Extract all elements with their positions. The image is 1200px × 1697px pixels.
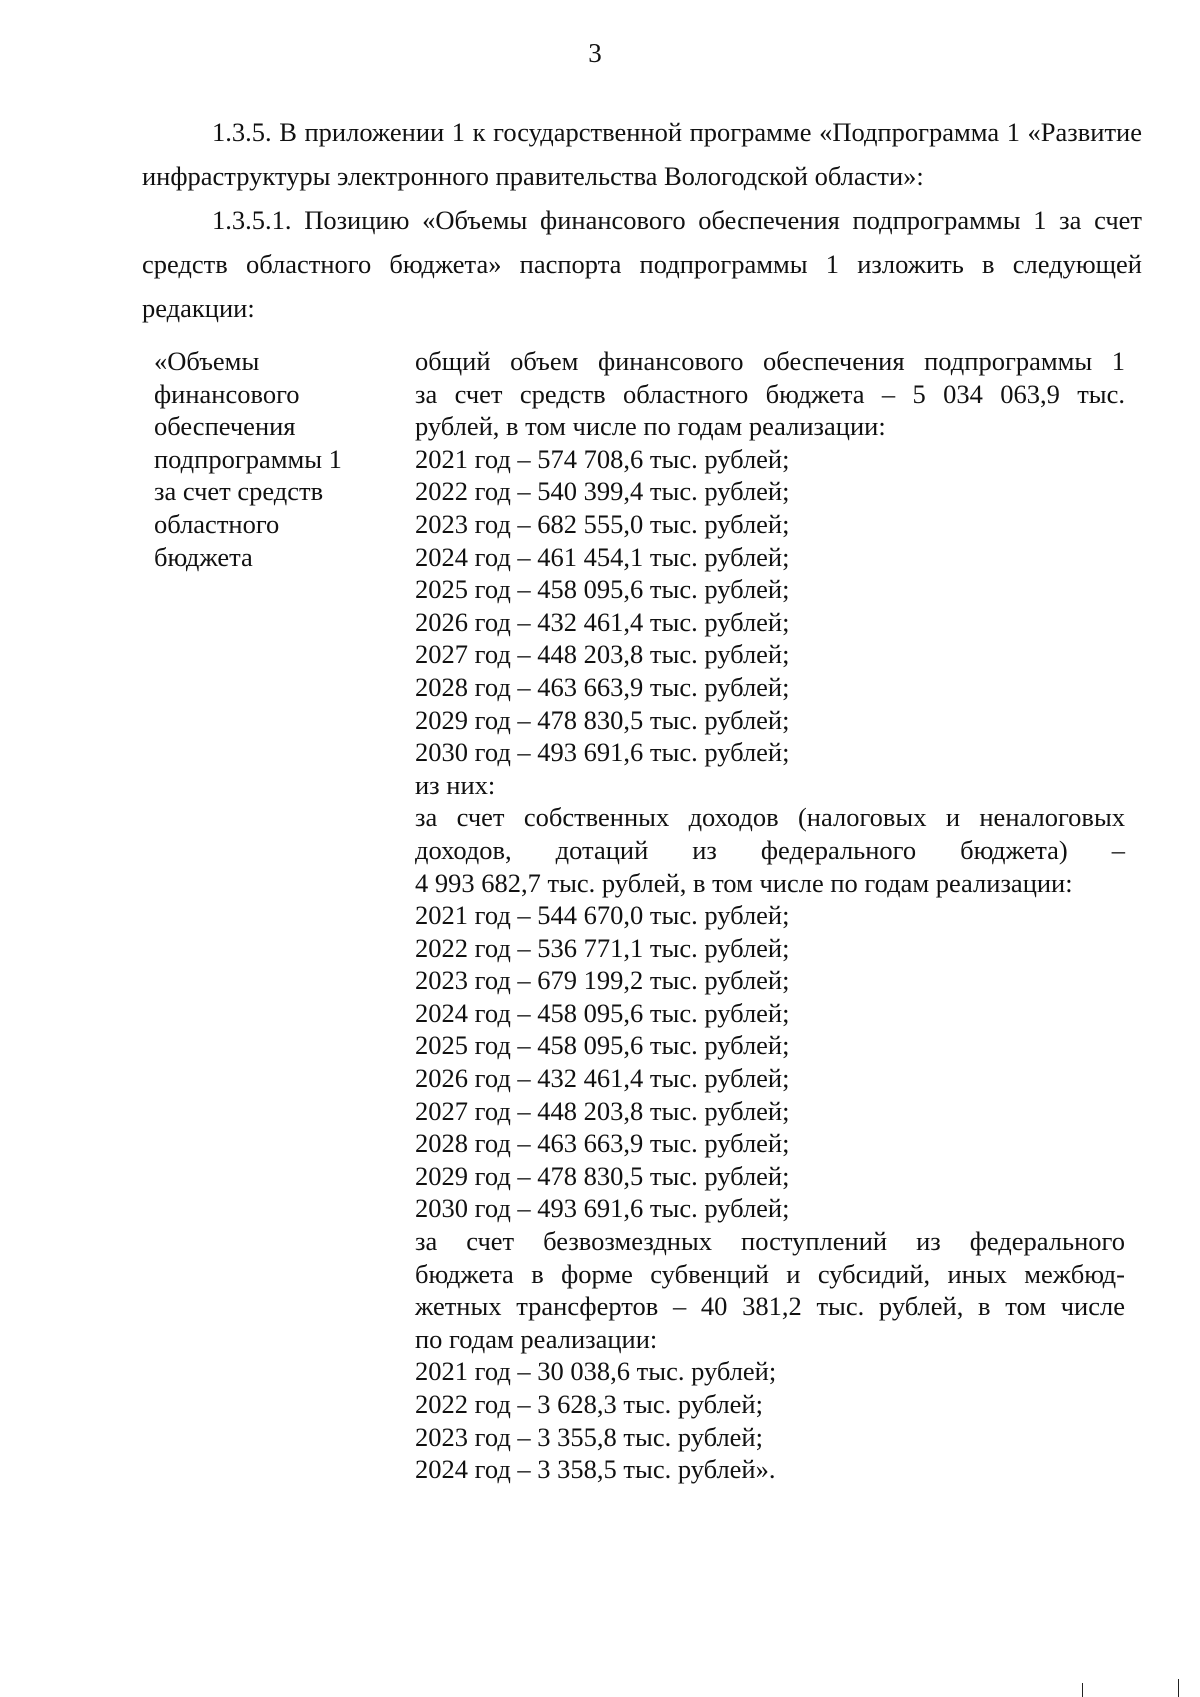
- own-income-year-line: 2030 год – 493 691,6 тыс. рублей;: [415, 1193, 790, 1224]
- own-income-year-line: 2025 год – 458 095,6 тыс. рублей;: [415, 1030, 790, 1061]
- own-income-year-line: 2026 год – 432 461,4 тыс. рублей;: [415, 1063, 790, 1094]
- total-year-line: 2030 год – 493 691,6 тыс. рублей;: [415, 737, 790, 768]
- federal-year-line: 2023 год – 3 355,8 тыс. рублей;: [415, 1421, 763, 1452]
- total-text-line: за счет средств областного бюджета – 5 034 063,9 тыс.: [415, 378, 1125, 409]
- scan-artifact: [1178, 1679, 1179, 1697]
- total-year-line: 2023 год – 682 555,0 тыс. рублей;: [415, 508, 790, 539]
- total-year-line: 2025 год – 458 095,6 тыс. рублей;: [415, 574, 790, 605]
- own-income-year-line: 2024 год – 458 095,6 тыс. рублей;: [415, 997, 790, 1028]
- federal-year-line: 2022 год – 3 628,3 тыс. рублей;: [415, 1389, 763, 1419]
- total-text-line: рублей, в том числе по годам реализации:: [415, 411, 886, 442]
- paragraph-1-3-5: 1.3.5. В приложении 1 к государственной программе «Подпрограмма 1 «Развитие инфраструктуры электронного правительства Вологодской области»:: [142, 117, 1142, 191]
- position-label-line: за счет средств: [154, 476, 324, 507]
- paragraph-1-3-5-1: 1.3.5.1. Позицию «Объемы финансового обеспечения подпрограммы 1 за счет средств областного бюджета» паспорта подпрограммы 1 изложить в следующей редакции:: [142, 205, 1142, 323]
- total-year-line: 2021 год – 574 708,6 тыс. рублей;: [415, 443, 790, 474]
- position-label-line: областного: [154, 508, 280, 539]
- intro-text: [142, 110, 1142, 330]
- federal-text-line: по годам реализации:: [415, 1323, 658, 1354]
- own-income-year-line: 2022 год – 536 771,1 тыс. рублей;: [415, 932, 790, 963]
- own-income-year-line: 2023 год – 679 199,2 тыс. рублей;: [415, 965, 790, 996]
- position-label-line: финансового: [154, 378, 300, 409]
- position-label-line: обеспечения: [154, 411, 296, 442]
- own-income-year-line: 2029 год – 478 830,5 тыс. рублей;: [415, 1160, 790, 1191]
- total-year-line: 2028 год – 463 663,9 тыс. рублей;: [415, 671, 790, 702]
- own-income-year-line: 2021 год – 544 670,0 тыс. рублей;: [415, 900, 790, 931]
- federal-year-line: 2024 год – 3 358,5 тыс. рублей».: [415, 1454, 776, 1485]
- federal-text-line: жетных трансфертов – 40 381,2 тыс. рублей, в том числе: [415, 1291, 1125, 1322]
- position-label-line: подпрограммы 1: [154, 443, 342, 474]
- own-income-text-line: доходов, дотаций из федерального бюджета) –: [415, 834, 1125, 865]
- page-number: 3: [588, 38, 602, 68]
- federal-year-line: 2021 год – 30 038,6 тыс. рублей;: [415, 1356, 777, 1387]
- total-year-line: 2027 год – 448 203,8 тыс. рублей;: [415, 639, 790, 670]
- position-label-line: бюджета: [154, 541, 253, 572]
- of-them-line: из них:: [415, 769, 496, 800]
- own-income-text-line: за счет собственных доходов (налоговых и неналоговых: [415, 802, 1125, 833]
- federal-text-line: бюджета в форме субвенций и субсидий, иных межбюд-: [415, 1258, 1125, 1289]
- position-label: [154, 345, 394, 573]
- position-value: [415, 345, 1125, 1486]
- own-income-text-line: 4 993 682,7 тыс. рублей, в том числе по годам реализации:: [415, 867, 1073, 898]
- total-year-line: 2026 год – 432 461,4 тыс. рублей;: [415, 606, 790, 637]
- total-year-line: 2022 год – 540 399,4 тыс. рублей;: [415, 476, 790, 507]
- scan-artifact: [1082, 1683, 1083, 1697]
- federal-text-line: за счет безвозмездных поступлений из федерального: [415, 1226, 1125, 1257]
- total-year-line: 2024 год – 461 454,1 тыс. рублей;: [415, 541, 790, 572]
- own-income-year-line: 2028 год – 463 663,9 тыс. рублей;: [415, 1128, 790, 1159]
- total-text-line: общий объем финансового обеспечения подпрограммы 1: [415, 346, 1125, 376]
- position-label-line: «Объемы: [154, 346, 260, 376]
- total-year-line: 2029 год – 478 830,5 тыс. рублей;: [415, 704, 790, 735]
- own-income-year-line: 2027 год – 448 203,8 тыс. рублей;: [415, 1095, 790, 1126]
